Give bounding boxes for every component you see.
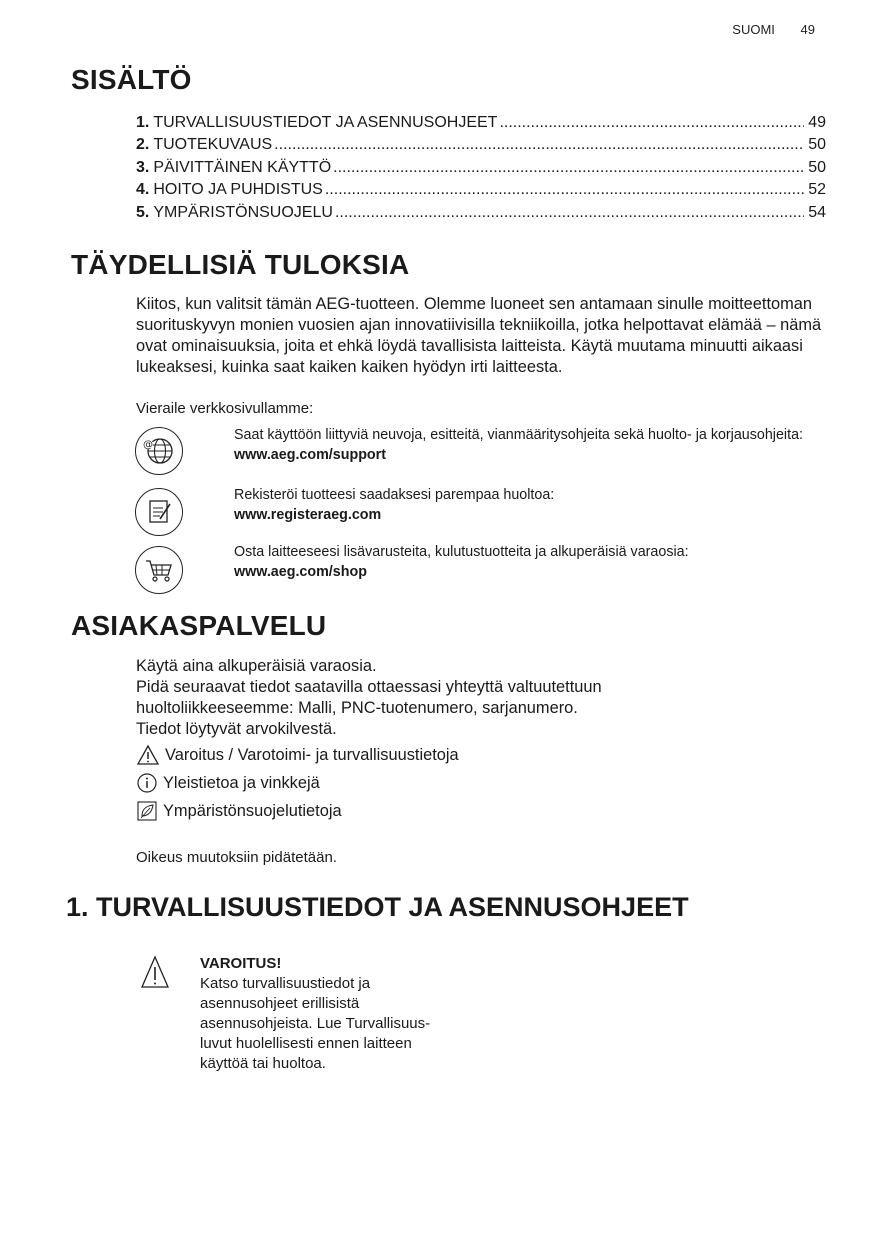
toc-item-3[interactable]: 3. PÄIVITTÄINEN KÄYTTÖ ..... 50 (136, 157, 826, 179)
toc-item-5[interactable]: 5. YMPÄRISTÖNSUOJELU ..... 54 (136, 202, 826, 224)
warning-text: Katso turvallisuustiedot ja asennusohjeet erillisistä asennusohjeista. Lue Turvallisuus-luvut huolellisesti ennen laitteen käyttöä tai huoltoa. (200, 975, 431, 1072)
customer-line-3: Tiedot löytyvät arvokilvestä. (136, 720, 337, 738)
globe-icon (135, 427, 183, 475)
info-icon (136, 772, 158, 794)
support-link[interactable]: www.aeg.com/support (234, 447, 386, 463)
results-title: TÄYDELLISIÄ TULOKSIA (71, 249, 410, 280)
shop-link[interactable]: www.aeg.com/shop (234, 564, 367, 580)
toc-title: SISÄLTÖ (71, 64, 192, 95)
page-header (732, 22, 815, 37)
toc-item-page: 50 (808, 136, 826, 154)
legend-info (136, 772, 320, 794)
safety-warning (200, 954, 440, 1074)
warning-icon (136, 744, 160, 766)
disclaimer: Oikeus muutoksiin pidätetään. (136, 849, 337, 866)
toc-item-label: PÄIVITTÄINEN KÄYTTÖ (153, 158, 332, 176)
toc-item-label: TURVALLISUUSTIEDOT JA ASENNUSOHJEET (153, 114, 498, 131)
legend-info-label: Yleistietoa ja vinkkejä (163, 774, 320, 792)
toc-item-2[interactable]: 2. TUOTEKUVAUS ..... 50 (136, 134, 826, 156)
cart-icon (135, 546, 183, 594)
toc-item-4[interactable]: 4. HOITO JA PUHDISTUS ..... 52 (136, 179, 826, 201)
results-intro: Kiitos, kun valitsit tämän AEG-tuotteen. Olemme luoneet sen antamaan sinulle moitteettoman suorituskyvyn monien vuosien ajan innovatiivisilla tekniikoilla, jotka helpottavat elämää – nämä ovat ominaisuuksia, joita et ehkä löydä tavallisista laitteista. Käytä muutama minuutti aikaasi lukeaksesi, kuinka saat kaiken kaiken hyödyn irti laitteesta. (136, 295, 822, 376)
register-icon (135, 488, 183, 536)
service-support (234, 425, 824, 465)
table-of-contents (136, 112, 826, 224)
legend-environment (136, 800, 342, 822)
svg-text:@: @ (143, 439, 153, 451)
toc-item-page: 50 (808, 158, 826, 176)
register-link[interactable]: www.registeraeg.com (234, 507, 382, 523)
service-shop-text: Osta laitteeseesi lisävarusteita, kulutustuotteita ja alkuperäisiä varaosia: (234, 544, 689, 560)
leaf-icon (136, 800, 158, 822)
service-shop (234, 542, 824, 582)
toc-item-page: 49 (808, 114, 826, 131)
toc-item-label: YMPÄRISTÖNSUOJELU (153, 203, 333, 221)
legend-environment-label: Ympäristönsuojelutietoja (163, 802, 342, 820)
safety-title: 1. TURVALLISUUSTIEDOT JA ASENNUSOHJEET (66, 892, 689, 922)
page-number: 49 (800, 22, 815, 37)
toc-item-page: 54 (808, 203, 826, 221)
warning-title: VAROITUS! (200, 955, 282, 972)
toc-item-page: 52 (808, 181, 826, 199)
toc-item-label: HOITO JA PUHDISTUS (153, 181, 323, 199)
customer-title: ASIAKASPALVELU (71, 610, 327, 641)
toc-item-1[interactable]: 1. TURVALLISUUSTIEDOT JA ASENNUSOHJEET ..... 49 (136, 112, 826, 134)
service-support-text: Saat käyttöön liittyviä neuvoja, esitteitä, vianmääritysohjeita sekä huolto- ja korjausohjeita: (234, 427, 804, 443)
customer-line-2: Pidä seuraavat tiedot saatavilla ottaessasi yhteyttä valtuutettuun huoltoliikkeeseemme: Malli, PNC-tuotenumero, sarjanumero. (136, 678, 602, 717)
customer-line-1: Käytä aina alkuperäisiä varaosia. (136, 657, 377, 675)
warning-icon (140, 955, 170, 991)
visit-label: Vieraile verkkosivullamme: (136, 400, 314, 417)
language-label: SUOMI (732, 22, 775, 37)
toc-item-label: TUOTEKUVAUS (153, 136, 273, 154)
service-register (234, 485, 824, 525)
service-register-text: Rekisteröi tuotteesi saadaksesi parempaa huoltoa: (234, 487, 555, 503)
legend-warning (136, 744, 459, 766)
legend-warning-label: Varoitus / Varotoimi- ja turvallisuustietoja (165, 746, 459, 764)
